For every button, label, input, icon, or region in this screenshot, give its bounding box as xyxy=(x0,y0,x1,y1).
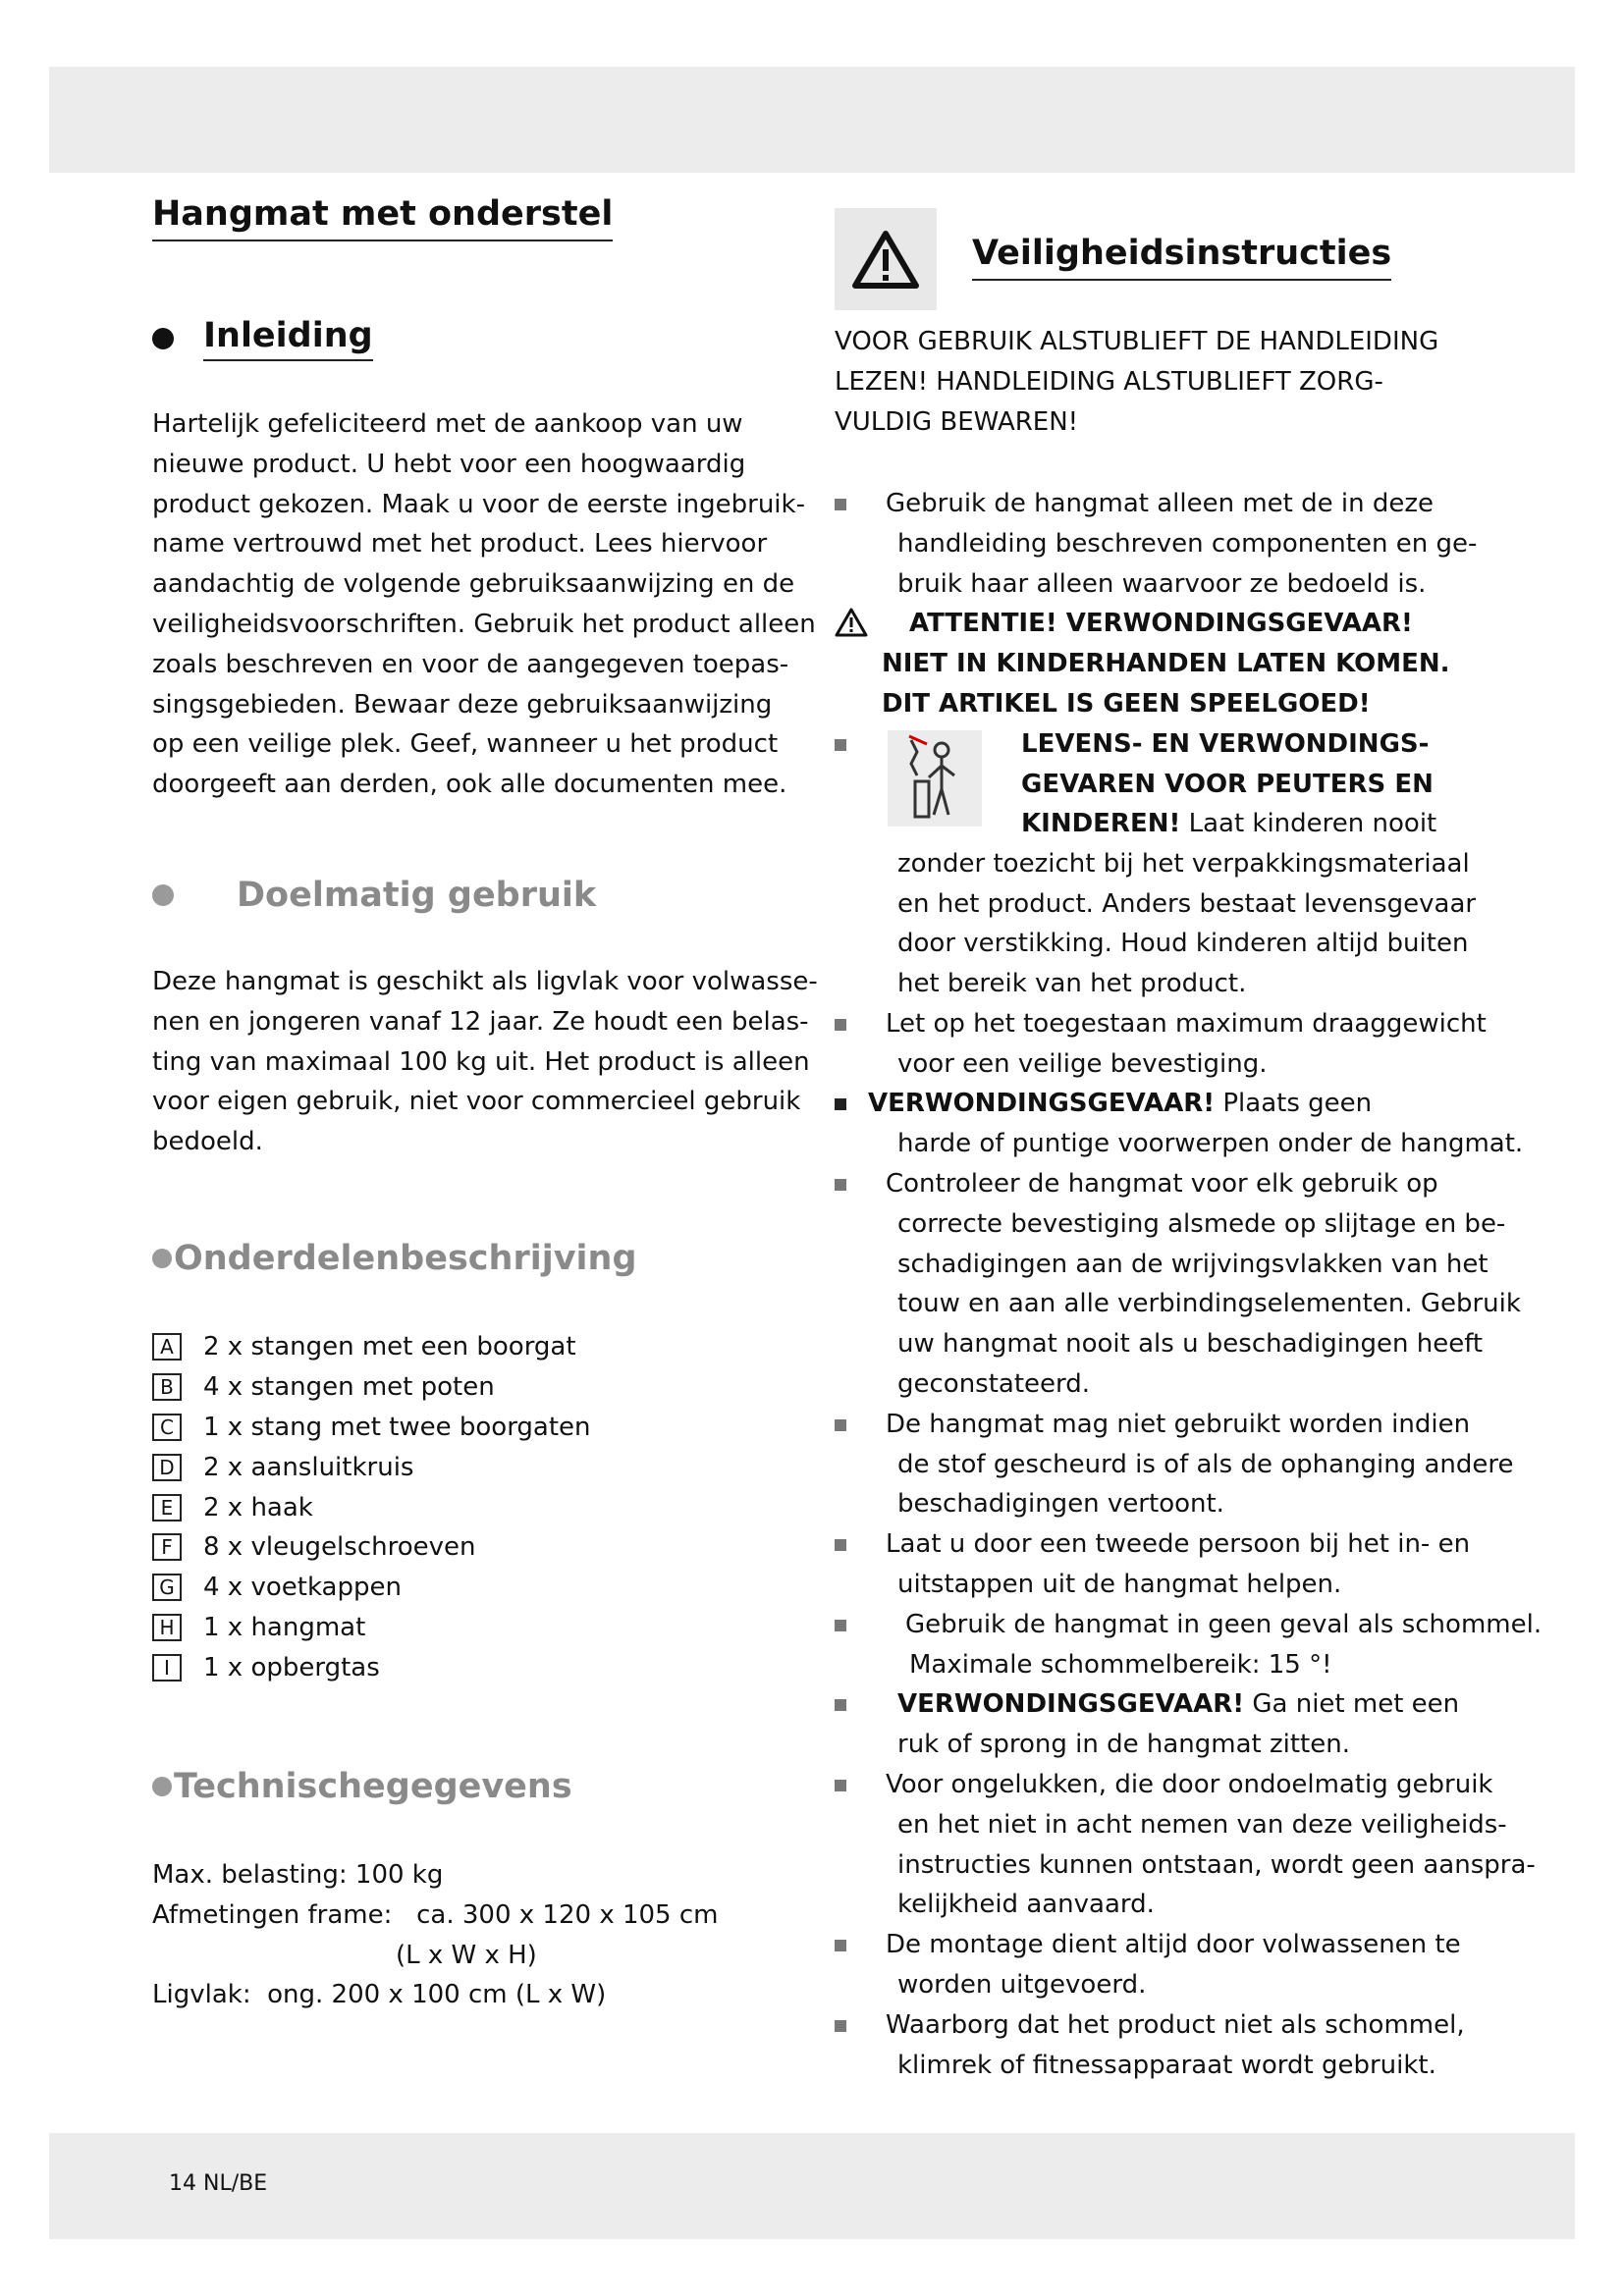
text-line: Deze hangmat is geschikt als ligvlak voor volwasse- xyxy=(152,967,818,996)
text-line: kelijkheid aanvaard. xyxy=(897,1890,1155,1920)
parts-list xyxy=(152,1327,591,1687)
list-item xyxy=(835,724,1502,999)
parts-heading-text: Onderdelenbeschrijving xyxy=(174,1239,637,1278)
text-line: worden uitgevoerd. xyxy=(897,1969,1147,2000)
square-bullet-icon xyxy=(835,2020,846,2032)
text-line: name vertrouwd met het product. Lees hiervoor xyxy=(152,529,768,560)
part-text: 8 x vleugelschroeven xyxy=(203,1532,476,1563)
text-line: de stof gescheurd is of als de ophanging andere xyxy=(897,1449,1514,1479)
safety-list xyxy=(835,484,1543,2085)
safety-caps-notice xyxy=(835,322,1492,442)
square-bullet-icon xyxy=(835,1419,846,1431)
list-item xyxy=(152,1647,591,1687)
text-line: Controleer de hangmat voor elk gebruik op xyxy=(886,1168,1438,1199)
text-line: zonder toezicht bij het verpakkingsmateriaal xyxy=(897,848,1470,879)
square-bullet-icon xyxy=(835,1019,846,1031)
text-line: De hangmat mag niet gebruikt worden indien xyxy=(886,1409,1471,1439)
text-line: nieuwe product. U hebt voor een hoogwaardig xyxy=(152,449,746,479)
page-title: Hangmat met onderstel xyxy=(152,194,613,241)
text-line: LEZEN! HANDLEIDING ALSTUBLIEFT ZORG- xyxy=(835,366,1383,397)
kid-warning-continuation xyxy=(897,844,1476,1004)
text-line: Waarborg dat het product niet als schommel, xyxy=(886,2009,1465,2040)
text-line: GEVAREN VOOR PEUTERS EN xyxy=(1021,769,1434,799)
text-line: VULDIG BEWAREN! xyxy=(835,406,1079,437)
warning-triangle-icon xyxy=(835,608,868,637)
text-line: Gebruik de hangmat alleen met de in deze xyxy=(886,489,1435,518)
square-bullet-icon xyxy=(835,1940,846,1951)
bullet-dot-icon xyxy=(152,1777,172,1796)
intro-heading-text: Inleiding xyxy=(203,316,373,361)
child-warning-icon xyxy=(888,730,982,827)
text-line: KINDEREN! xyxy=(1021,809,1181,839)
list-item xyxy=(835,1004,1502,1085)
warning-box xyxy=(835,208,937,310)
list-item xyxy=(152,1367,591,1408)
part-text: 2 x stangen met een boorgat xyxy=(203,1332,576,1362)
part-text: 1 x hangmat xyxy=(203,1612,366,1642)
part-text: 2 x haak xyxy=(203,1492,313,1522)
use-paragraph xyxy=(152,962,818,1162)
text-line: handleiding beschreven componenten en ge- xyxy=(897,528,1478,559)
bullet-dot-icon xyxy=(152,328,174,349)
list-item xyxy=(835,2005,1502,2086)
use-heading-text: Doelmatig gebruik xyxy=(237,876,597,915)
header-band xyxy=(49,67,1575,173)
list-item xyxy=(152,1527,591,1568)
text-line: geconstateerd. xyxy=(897,1368,1091,1399)
text-line: VERWONDINGSGEVAAR! xyxy=(868,1089,1216,1119)
safety-heading: Veiligheidsinstructies xyxy=(972,234,1391,281)
text-line: ruk of sprong in de hangmat zitten. xyxy=(897,1730,1350,1760)
text-line: en het product. Anders bestaat levensgevaar xyxy=(897,888,1477,919)
text-line: ATTENTIE! VERWONDINGSGEVAAR! xyxy=(909,609,1413,639)
part-text: 4 x stangen met poten xyxy=(203,1372,495,1403)
parts-heading xyxy=(152,1239,637,1278)
text-line: Hartelijk gefeliciteerd met de aankoop van uw xyxy=(152,409,743,439)
text-line: Laat kinderen nooit xyxy=(1188,809,1437,839)
text-line: Let op het toegestaan maximum draaggewicht xyxy=(886,1008,1487,1039)
text-line: voor een veilige bevestiging. xyxy=(897,1048,1268,1079)
text-line: LEVENS- EN VERWONDINGS- xyxy=(1021,728,1430,759)
text-line: veiligheidsvoorschriften. Gebruik het product alleen xyxy=(152,609,816,639)
text-line: uw hangmat nooit als u beschadigingen heeft xyxy=(897,1329,1484,1360)
text-line: De montage dient altijd door volwassenen te xyxy=(886,1930,1461,1960)
list-item xyxy=(835,1405,1514,1524)
text-line: Plaats geen xyxy=(1222,1089,1373,1119)
text-line: product gekozen. Maak u voor de eerste ingebruik- xyxy=(152,489,805,519)
part-text: 1 x opbergtas xyxy=(203,1652,380,1682)
text-line: het bereik van het product. xyxy=(897,969,1247,999)
square-bullet-icon xyxy=(835,1699,846,1711)
part-key-box: C xyxy=(152,1414,182,1441)
list-item xyxy=(835,484,1502,604)
page-number: 14 NL/BE xyxy=(169,2171,268,2196)
alert-item xyxy=(835,604,1502,723)
part-key-box: I xyxy=(152,1654,182,1682)
part-key-box: B xyxy=(152,1373,182,1401)
text-line: Gebruik de hangmat in geen geval als schommel. xyxy=(905,1609,1543,1639)
list-item xyxy=(835,1684,1502,1765)
text-line: NIET IN KINDERHANDEN LATEN KOMEN. xyxy=(882,649,1450,679)
tech-heading-text: Technischegegevens xyxy=(174,1767,572,1806)
text-line: beschadigingen vertoont. xyxy=(897,1489,1224,1520)
text-line: DIT ARTIKEL IS GEEN SPEELGOED! xyxy=(882,688,1371,719)
part-key-box: F xyxy=(152,1533,182,1561)
part-text: 2 x aansluitkruis xyxy=(203,1452,414,1482)
text-line: singsgebieden. Bewaar deze gebruiksaanwijzing xyxy=(152,689,773,720)
text-line: Maximale schommelbereik: 15 °! xyxy=(909,1649,1332,1680)
text-line: correcte bevestiging alsmede op slijtage en be- xyxy=(897,1208,1506,1239)
list-item xyxy=(835,1084,1524,1164)
part-text: 4 x voetkappen xyxy=(203,1573,402,1603)
text-line: en het niet in acht nemen van deze veiligheids- xyxy=(897,1809,1507,1840)
text-line: doorgeeft aan derden, ook alle documenten mee. xyxy=(152,770,787,800)
text-line: uitstappen uit de hangmat helpen. xyxy=(897,1569,1342,1599)
spec-line: Afmetingen frame: ca. 300 x 120 x 105 cm xyxy=(152,1899,719,1930)
text-line: op een veilige plek. Geef, wanneer u het product xyxy=(152,729,779,760)
part-key-box: A xyxy=(152,1333,182,1361)
bullet-dot-icon xyxy=(152,884,174,906)
square-bullet-icon xyxy=(835,1179,846,1191)
text-line: zoals beschreven en voor de aangegeven toepas- xyxy=(152,649,789,679)
text-line: ting van maximaal 100 kg uit. Het product is alleen xyxy=(152,1046,810,1077)
square-bullet-icon xyxy=(835,1620,846,1631)
spec-line: (L x W x H) xyxy=(152,1940,537,1970)
part-key-box: D xyxy=(152,1454,182,1481)
list-item xyxy=(835,1605,1543,1685)
square-bullet-icon xyxy=(835,499,846,510)
kid-warning-text xyxy=(1021,724,1436,844)
text-line: touw en aan alle verbindingselementen. Gebruik xyxy=(897,1289,1521,1319)
list-item xyxy=(835,1164,1521,1405)
list-item xyxy=(835,1765,1536,1925)
text-line: door verstikking. Houd kinderen altijd buiten xyxy=(897,929,1469,959)
list-item xyxy=(152,1568,591,1608)
intro-heading xyxy=(152,316,373,361)
tech-specs xyxy=(152,1855,718,2015)
square-bullet-icon xyxy=(835,1539,846,1551)
square-bullet-icon xyxy=(835,739,846,751)
square-bullet-icon xyxy=(835,1098,846,1110)
text-line: schadigingen aan de wrijvingsvlakken van het xyxy=(897,1249,1489,1279)
text-line: bruik haar alleen waarvoor ze bedoeld is. xyxy=(897,568,1427,599)
text-line: aandachtig de volgende gebruiksaanwijzing en de xyxy=(152,569,795,600)
text-line: VERWONDINGSGEVAAR! xyxy=(897,1689,1245,1720)
intro-paragraph xyxy=(152,404,816,805)
text-line: VOOR GEBRUIK ALSTUBLIEFT DE HANDLEIDING xyxy=(835,327,1439,356)
part-key-box: E xyxy=(152,1494,182,1522)
part-key-box: H xyxy=(152,1614,182,1641)
tech-heading xyxy=(152,1767,572,1806)
text-line: harde of puntige voorwerpen onder de hangmat. xyxy=(897,1129,1524,1159)
list-item xyxy=(835,1925,1502,2005)
list-item xyxy=(152,1447,591,1487)
text-line: voor eigen gebruik, niet voor commercieel gebruik xyxy=(152,1087,801,1117)
text-line: instructies kunnen ontstaan, wordt geen aanspra- xyxy=(897,1849,1536,1880)
spec-line: Ligvlak: ong. 200 x 100 cm (L x W) xyxy=(152,1980,607,2010)
footer-band xyxy=(49,2133,1575,2239)
text-line: nen en jongeren vanaf 12 jaar. Ze houdt een belas- xyxy=(152,1006,809,1037)
text-line: klimrek of fitnessapparaat wordt gebruikt. xyxy=(897,2050,1436,2080)
part-text: 1 x stang met twee boorgaten xyxy=(203,1412,591,1442)
use-heading xyxy=(152,876,596,915)
list-item xyxy=(835,1524,1502,1605)
text-line: Laat u door een tweede persoon bij het in- en xyxy=(886,1529,1471,1560)
text-line: Ga niet met een xyxy=(1252,1689,1460,1720)
square-bullet-icon xyxy=(835,1780,846,1791)
list-item xyxy=(152,1327,591,1367)
warning-triangle-icon xyxy=(852,230,919,289)
text-line: bedoeld. xyxy=(152,1127,263,1157)
part-key-box: G xyxy=(152,1574,182,1601)
list-item xyxy=(152,1608,591,1648)
list-item xyxy=(152,1487,591,1527)
bullet-dot-icon xyxy=(152,1249,172,1268)
spec-line: Max. belasting: 100 kg xyxy=(152,1860,444,1890)
text-line: Voor ongelukken, die door ondoelmatig gebruik xyxy=(886,1769,1493,1799)
list-item xyxy=(152,1408,591,1448)
